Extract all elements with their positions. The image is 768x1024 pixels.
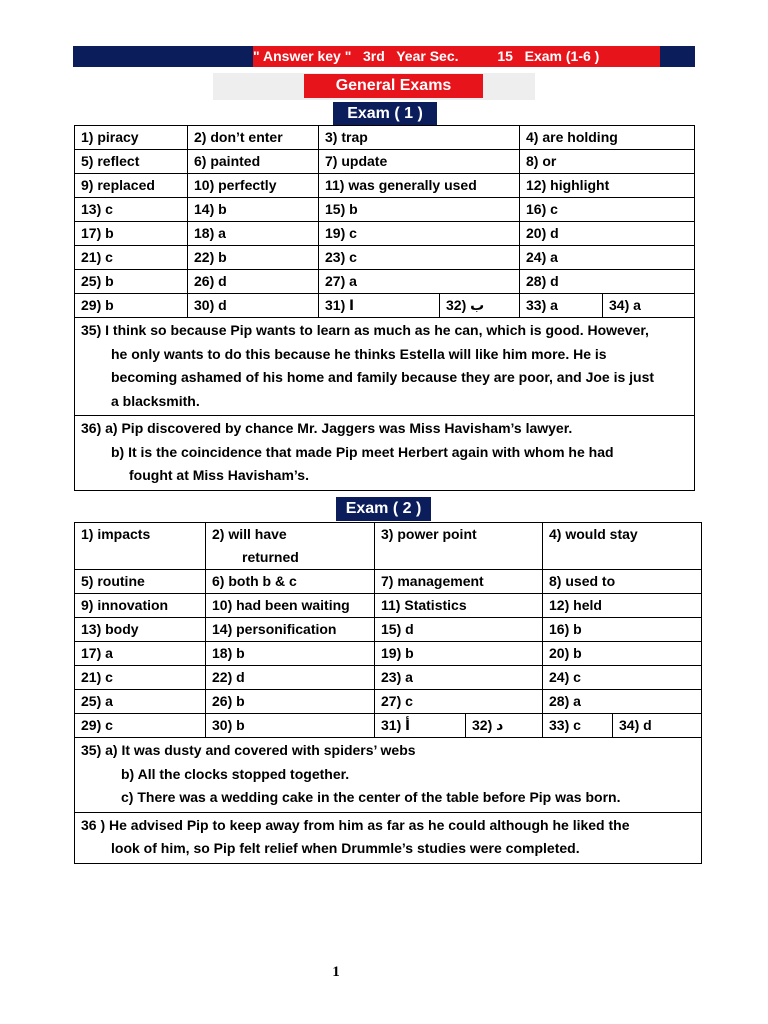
answer-cell: 17) b: [75, 222, 188, 246]
section-title: General Exams: [304, 74, 483, 98]
exam2-title: Exam ( 2 ): [336, 497, 431, 521]
answer-cell: 30) b: [206, 714, 375, 738]
table-row: [75, 294, 695, 318]
answer-cell: 14) personification: [206, 618, 375, 642]
answer-cell: 33) a: [520, 294, 603, 318]
table-row: [75, 174, 695, 198]
table-row: [75, 714, 702, 738]
answer-line: b) It is the coincidence that made Pip meet Herbert again with whom he had: [111, 443, 614, 460]
table-row: [75, 642, 702, 666]
answer-cell: 25) b: [75, 270, 188, 294]
answer-cell: 25) a: [75, 690, 206, 714]
exam1-table: [74, 125, 695, 491]
answer-cell: 14) b: [188, 198, 319, 222]
exam2-table: [74, 522, 702, 864]
answer-cell: 18) a: [188, 222, 319, 246]
answer-cell: 29) b: [75, 294, 188, 318]
answer-cell: 19) c: [319, 222, 520, 246]
answer-cell: 22) b: [188, 246, 319, 270]
answer-cell: 17) a: [75, 642, 206, 666]
answer-cell: 34) d: [613, 714, 702, 738]
answer-line: 36 ) He advised Pip to keep away from him as far as he could although he liked the: [81, 816, 630, 833]
table-row: [75, 618, 702, 642]
answer-line: look of him, so Pip felt relief when Drummle’s studies were completed.: [111, 840, 580, 856]
answer-cell: 7) update: [319, 150, 520, 174]
answer-cell: 29) c: [75, 714, 206, 738]
answer-cell: 4) would stay: [543, 523, 702, 570]
table-row: [75, 126, 695, 150]
answer-cell: [206, 523, 375, 570]
table-row: [75, 812, 702, 863]
answer-cell: 16) c: [520, 198, 695, 222]
table-row: [75, 666, 702, 690]
answer-cell: 12) held: [543, 594, 702, 618]
table-row: [75, 416, 695, 491]
table-row: [75, 222, 695, 246]
table-row: [75, 594, 702, 618]
answer-cell: 10) had been waiting: [206, 594, 375, 618]
answer-cell: 6) both b & c: [206, 570, 375, 594]
answer-cell: 2) don’t enter: [188, 126, 319, 150]
answer-cell: 26) b: [206, 690, 375, 714]
answer-cell: 32) ب: [440, 294, 520, 318]
answer-cell: 27) a: [319, 270, 520, 294]
header-title: " Answer key " 3rd Year Sec. 15 Exam (1-6 ): [253, 46, 660, 67]
table-row: [75, 738, 702, 813]
essay-answer-35: [75, 738, 702, 813]
answer-cell: 5) routine: [75, 570, 206, 594]
answer-cell: 33) c: [543, 714, 613, 738]
answer-line: b) All the clocks stopped together.: [121, 765, 350, 782]
essay-answer-36: [75, 812, 702, 863]
header-bar: [73, 46, 695, 67]
answer-cell: 28) a: [543, 690, 702, 714]
table-row: [75, 690, 702, 714]
answer-cell: 8) or: [520, 150, 695, 174]
answer-cell: 21) c: [75, 246, 188, 270]
table-row: [75, 150, 695, 174]
answer-cell: 13) body: [75, 618, 206, 642]
table-row: [75, 270, 695, 294]
table-row: [75, 198, 695, 222]
answer-line: a blacksmith.: [111, 392, 200, 409]
answer-cell: 10) perfectly: [188, 174, 319, 198]
answer-cell: 34) a: [603, 294, 695, 318]
table-row: [75, 523, 702, 570]
answer-line: 36) a) Pip discovered by chance Mr. Jaggers was Miss Havisham’s lawyer.: [81, 420, 573, 436]
answer-cell: 3) power point: [375, 523, 543, 570]
answer-cell: 8) used to: [543, 570, 702, 594]
answer-cell: 20) b: [543, 642, 702, 666]
answer-cell: 1) piracy: [75, 126, 188, 150]
answer-line: 2) will have: [212, 526, 287, 542]
answer-cell: 31) أ: [375, 714, 466, 738]
answer-cell: 9) replaced: [75, 174, 188, 198]
page-number: 1: [332, 964, 340, 980]
answer-line: fought at Miss Havisham’s.: [129, 467, 309, 483]
table-row: [75, 318, 695, 416]
answer-cell: 23) c: [319, 246, 520, 270]
answer-cell: 15) d: [375, 618, 543, 642]
answer-cell: 23) a: [375, 666, 543, 690]
answer-cell: 4) are holding: [520, 126, 695, 150]
answer-cell: 26) d: [188, 270, 319, 294]
answer-line: 35) I think so because Pip wants to learn as much as he can, which is good. However,: [81, 322, 649, 338]
answer-cell: 12) highlight: [520, 174, 695, 198]
answer-cell: 5) reflect: [75, 150, 188, 174]
essay-answer-35: [75, 318, 695, 416]
answer-line: becoming ashamed of his home and family because they are poor, and Joe is just: [111, 369, 655, 385]
answer-line: returned: [242, 549, 299, 565]
essay-answer-36: [75, 416, 695, 491]
answer-cell: 30) d: [188, 294, 319, 318]
answer-cell: 3) trap: [319, 126, 520, 150]
answer-cell: 20) d: [520, 222, 695, 246]
answer-line: 35) a) It was dusty and covered with spiders’ webs: [81, 742, 416, 758]
answer-cell: 27) c: [375, 690, 543, 714]
answer-cell: 13) c: [75, 198, 188, 222]
answer-cell: 22) d: [206, 666, 375, 690]
answer-cell: 28) d: [520, 270, 695, 294]
answer-cell: 15) b: [319, 198, 520, 222]
table-row: [75, 570, 702, 594]
answer-cell: 32) د: [466, 714, 543, 738]
answer-cell: 1) impacts: [75, 523, 206, 570]
answer-cell: 24) a: [520, 246, 695, 270]
answer-line: c) There was a wedding cake in the center of the table before Pip was born.: [121, 789, 621, 805]
exam1-title: Exam ( 1 ): [333, 102, 437, 126]
answer-cell: 18) b: [206, 642, 375, 666]
answer-cell: 9) innovation: [75, 594, 206, 618]
answer-cell: 19) b: [375, 642, 543, 666]
answer-cell: 6) painted: [188, 150, 319, 174]
answer-cell: 11) was generally used: [319, 174, 520, 198]
answer-cell: 31) ا: [319, 294, 440, 318]
answer-line: he only wants to do this because he thinks Estella will like him more. He is: [111, 345, 607, 362]
table-row: [75, 246, 695, 270]
answer-cell: 7) management: [375, 570, 543, 594]
answer-cell: 11) Statistics: [375, 594, 543, 618]
answer-cell: 16) b: [543, 618, 702, 642]
answer-cell: 24) c: [543, 666, 702, 690]
answer-cell: 21) c: [75, 666, 206, 690]
